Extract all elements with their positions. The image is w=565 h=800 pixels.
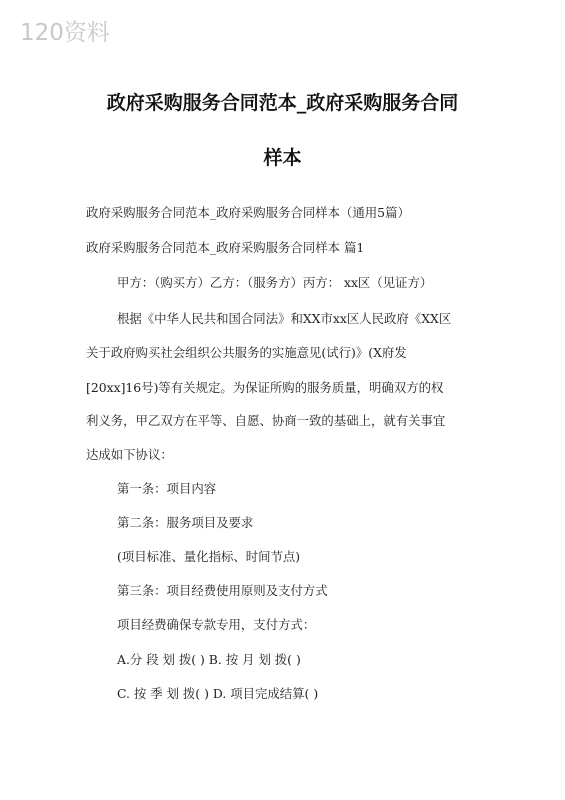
paragraph-line: 关于政府购买社会组织公共服务的实施意见(试行)》(X府发	[86, 345, 407, 360]
article-1-heading: 第一条：项目内容	[117, 481, 217, 496]
article-2-note: (项目标准、量化指标、时间节点)	[117, 549, 301, 564]
paragraph-line: [20xx]16号)等有关规定。为保证所购的服务质量，明确双方的权	[86, 380, 444, 395]
article-3-heading: 第三条：项目经费使用原则及支付方式	[117, 583, 328, 598]
paragraph-line: 利义务，甲乙双方在平等、自愿、协商一致的基础上，就有关事宜	[86, 413, 446, 428]
paragraph-line: 达成如下协议：	[86, 447, 173, 462]
payment-option-cd: C. 按 季 划 拨( ) D. 项目完成结算( )	[117, 686, 319, 701]
intro-line: 政府采购服务合同范本_政府采购服务合同样本（通用5篇）	[86, 205, 410, 220]
article-2-heading: 第二条：服务项目及要求	[117, 515, 254, 530]
payment-intro: 项目经费确保专款专用，支付方式：	[117, 617, 316, 632]
parties-line: 甲方：（购买方）乙方：（服务方）丙方： xx区（见证方）	[117, 275, 433, 290]
payment-option-ab: A.分 段 划 拨( ) B. 按 月 划 拨( )	[117, 652, 301, 667]
paragraph-line: 根据《中华人民共和国合同法》和XX市xx区人民政府《XX区	[117, 311, 452, 326]
document-title-line-1: 政府采购服务合同范本_政府采购服务合同	[106, 92, 459, 114]
document-title-line-2: 样本	[263, 147, 302, 169]
section-subheading: 政府采购服务合同范本_政府采购服务合同样本 篇1	[86, 240, 365, 255]
watermark-logo: 120资料	[20, 20, 110, 46]
